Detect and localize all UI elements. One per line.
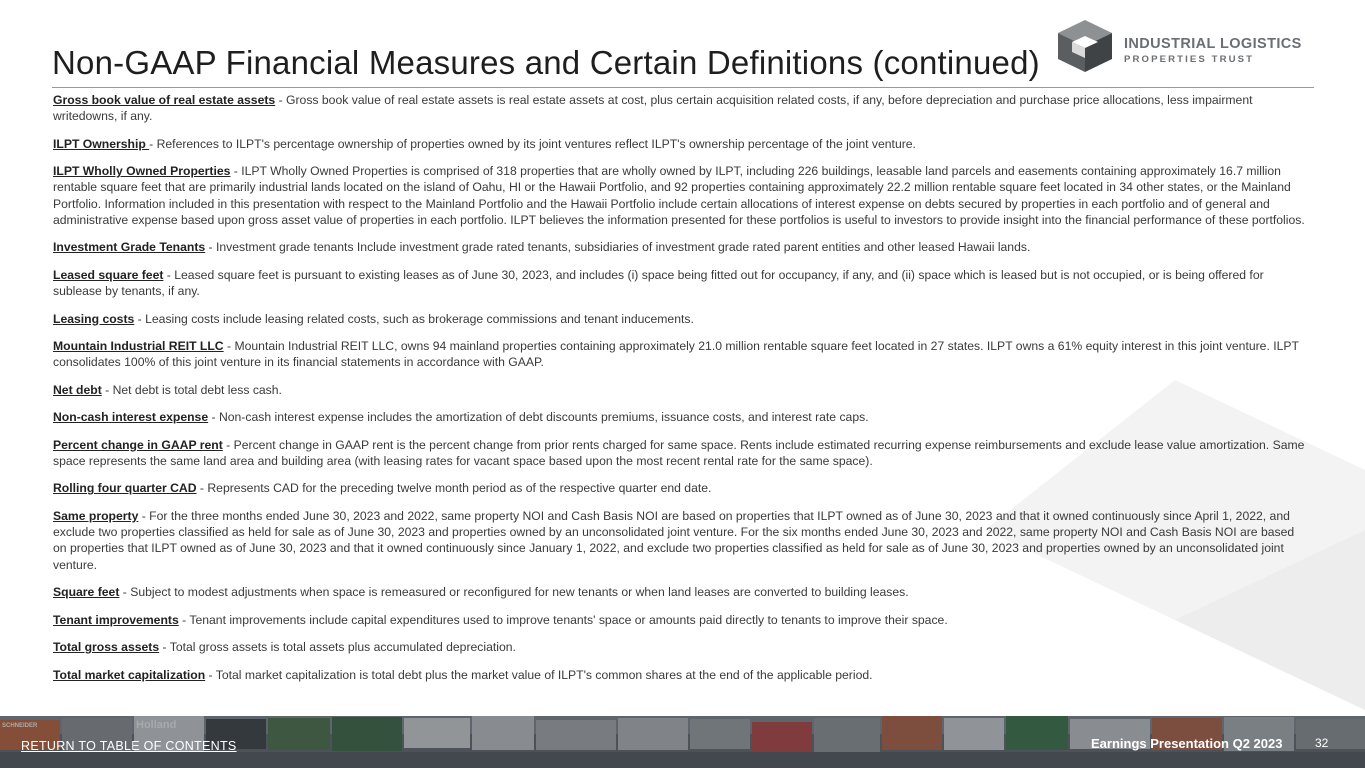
company-logo bbox=[1054, 18, 1324, 76]
definition-text: - Percent change in GAAP rent is the percent change from prior rents charged for same space. Rents include estimated recurring expense reimbursements and exclude lease value amortization. Same space represents the same land area and building area (with leasing rates for vacant space based upon the most recent rental rate for the same space). bbox=[53, 437, 1305, 468]
definition-item bbox=[53, 480, 1311, 496]
definition-item bbox=[53, 136, 1311, 152]
definition-item bbox=[53, 239, 1311, 255]
definition-item bbox=[53, 311, 1311, 327]
logo-name-line2: PROPERTIES TRUST bbox=[1124, 54, 1255, 65]
definition-item bbox=[53, 584, 1311, 600]
definition-item bbox=[53, 338, 1311, 370]
definition-text: - Leased square feet is pursuant to existing leases as of June 30, 2023, and includes (i) space being fitted out for occupancy, if any, and (ii) space which is leased but is not occupied, or is being offered for sublease by tenants, if any. bbox=[53, 267, 1264, 299]
definition-term: Mountain Industrial REIT LLC bbox=[53, 339, 224, 354]
definition-item bbox=[53, 163, 1311, 228]
definition-term: Net debt bbox=[53, 382, 102, 397]
definition-term: Percent change in GAAP rent bbox=[53, 437, 223, 452]
definition-text: - Net debt is total debt less cash. bbox=[101, 382, 282, 397]
definition-term: Non-cash interest expense bbox=[53, 410, 209, 425]
definition-term: Square feet bbox=[53, 585, 120, 600]
logo-name-line1: INDUSTRIAL LOGISTICS bbox=[1124, 36, 1302, 52]
return-to-toc-link[interactable]: RETURN TO TABLE OF CONTENTS bbox=[21, 739, 237, 753]
definition-text: - For the three months ended June 30, 2023 and 2022, same property NOI and Cash Basis NOI are based on properties that ILPT owned as of June 30, 2023 and that it owned continuously since April 1, 2022, and exclude two properties classified as held for sale as of June 30, 2023 and properties owned by an unconsolidated joint venture. For the six months ended June 30, 2023 and 2022, same property NOI and Cash Basis NOI are based on properties that ILPT owned as of June 30, 2023 and that it owned continuously since January 1, 2022, and exclude two properties classified as held for sale as of June 30, 2023 and properties owned by an unconsolidated joint venture. bbox=[53, 508, 1295, 572]
definition-text: - Tenant improvements include capital expenditures used to improve tenants' space or amounts paid directly to tenants to improve their space. bbox=[178, 612, 948, 627]
definition-text: - Total gross assets is total assets plus accumulated depreciation. bbox=[159, 640, 516, 655]
definition-text: - Leasing costs include leasing related costs, such as brokerage commissions and tenant inducements. bbox=[134, 311, 694, 326]
logo-cube-icon bbox=[1054, 18, 1116, 74]
definition-term: Same property bbox=[53, 508, 139, 523]
trailer-schneider-text: SCHNEIDER bbox=[2, 723, 38, 729]
page-title: Non-GAAP Financial Measures and Certain Definitions (continued) bbox=[52, 44, 1040, 81]
definition-text: - References to ILPT's percentage ownership of properties owned by its joint ventures reflect ILPT's ownership percentage of the joint venture. bbox=[149, 136, 916, 151]
definition-item bbox=[53, 612, 1311, 628]
definition-text: - Total market capitalization is total debt plus the market value of ILPT's common shares at the end of the applicable period. bbox=[205, 667, 873, 682]
definition-text: - Non-cash interest expense includes the amortization of debt discounts premiums, issuance costs, and interest rate caps. bbox=[208, 410, 869, 425]
definition-item bbox=[53, 382, 1311, 398]
definition-term: ILPT Wholly Owned Properties bbox=[53, 164, 231, 179]
definition-term: Total gross assets bbox=[53, 640, 160, 655]
page-number: 32 bbox=[1315, 736, 1329, 750]
definition-term: Tenant improvements bbox=[53, 612, 179, 627]
definition-text: - Gross book value of real estate assets is real estate assets at cost, plus certain acquisition related costs, if any, before depreciation and purchase price allocations, less impairment writedowns, if any. bbox=[53, 93, 1253, 124]
title-divider bbox=[52, 87, 1314, 88]
definition-term: Gross book value of real estate assets bbox=[53, 93, 276, 107]
definition-item bbox=[53, 667, 1311, 683]
definition-text: - ILPT Wholly Owned Properties is comprised of 318 properties that are wholly owned by ILPT, including 226 buildings, leasable land parcels and easements containing approximately 16.7 million rentable square feet that are primarily industrial lands located on the island of Oahu, HI or the Hawaii Portfolio, and 92 properties containing approximately 22.2 million rentable square feet located in 34 other states, or the Mainland Portfolio. Information included in this presentation with respect to the Mainland Portfolio and the Hawaii Portfolio include certain allocations of interest expense on debts secured by properties in each portfolio and of general and administrative expense based upon gross asset value of properties in each portfolio. ILPT believes the information presented for these portfolios is useful to investors to provide insight into the financial performance of these portfolios. bbox=[53, 164, 1305, 227]
definition-term: Rolling four quarter CAD bbox=[53, 481, 197, 496]
definition-item bbox=[53, 639, 1311, 655]
definition-text: - Mountain Industrial REIT LLC, owns 94 mainland properties containing approximately 21.0 million rentable square feet located in 27 states. ILPT owns a 61% equity interest in this joint venture. ILPT consolidates 100% of this joint venture in its financial statements in accordance with GAAP. bbox=[53, 339, 1299, 370]
definition-item bbox=[53, 92, 1311, 124]
footer-banner bbox=[0, 716, 1365, 768]
definition-text: - Subject to modest adjustments when space is remeasured or reconfigured for new tenants or when land leases are converted to building leases. bbox=[119, 585, 909, 600]
definition-text: - Represents CAD for the preceding twelve month period as of the respective quarter end date. bbox=[196, 481, 712, 496]
definition-term: Leasing costs bbox=[53, 311, 135, 326]
definition-term: ILPT Ownership bbox=[53, 136, 150, 151]
definition-term: Leased square feet bbox=[53, 267, 164, 282]
presentation-label: Earnings Presentation Q2 2023 bbox=[1091, 736, 1283, 751]
definition-text: - Investment grade tenants Include investment grade rated tenants, subsidiaries of investment grade rated parent entities and other leased Hawaii lands. bbox=[205, 240, 1031, 255]
definition-item bbox=[53, 409, 1311, 425]
definitions-list bbox=[53, 92, 1311, 694]
definition-item bbox=[53, 508, 1311, 573]
definition-item bbox=[53, 437, 1311, 469]
definition-term: Total market capitalization bbox=[53, 667, 206, 682]
trailer-holland-text: Holland bbox=[136, 719, 177, 731]
definition-term: Investment Grade Tenants bbox=[53, 240, 206, 255]
definition-item bbox=[53, 267, 1311, 299]
